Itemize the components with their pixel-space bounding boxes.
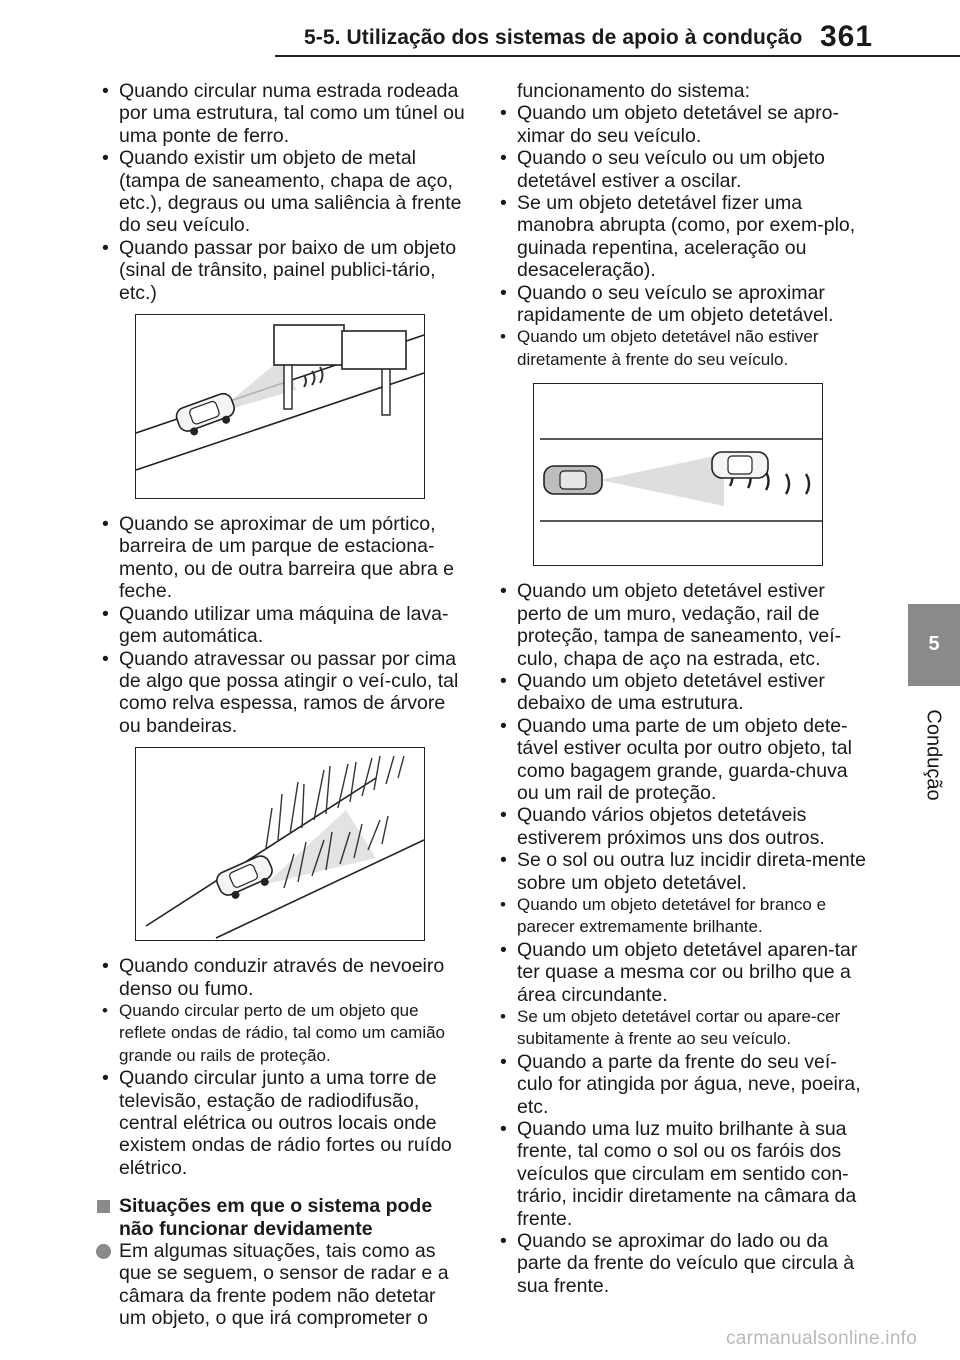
circle-bullet-icon — [96, 1244, 111, 1259]
list-item: • Se o sol ou outra luz incidir direta-mente sobre um objeto detetável. — [494, 849, 866, 894]
chapter-number: 5 — [928, 633, 940, 655]
right-column — [494, 80, 866, 1297]
overhead-sign-drawing — [136, 315, 424, 498]
watermark: carmanualsonline.info — [726, 1328, 918, 1349]
illustration-overhead-sign — [135, 314, 425, 499]
paragraph-text: Em algumas situações, tais como as que se seguem, o sensor de radar e a câmara da frente podem não detetar um objeto, o que irá comprometer o — [119, 1240, 449, 1330]
list-item: • Quando circular junto a uma torre de televisão, estação de radiodifusão, central elétrica ou outros locais onde existem ondas de rádio fortes ou ruído elétrico. — [96, 1067, 468, 1179]
list-item: • Quando utilizar uma máquina de lava-gem automática. — [96, 603, 468, 648]
list-item: • Quando um objeto detetável for branco e parecer extremamente brilhante. — [494, 894, 866, 939]
list-item: • Se um objeto detetável fizer uma manobra abrupta (como, por exem-plo, guinada repentina, aceleração ou desaceleração). — [494, 192, 866, 282]
vegetation-drawing — [136, 748, 424, 940]
chapter-label-text: Condução — [922, 709, 945, 801]
list-item: • Quando conduzir através de nevoeiro denso ou fumo. — [96, 955, 468, 1000]
offset-vehicle-drawing — [534, 384, 822, 565]
section-title: 5-5. Utilização dos sistemas de apoio à condução — [304, 26, 803, 49]
continuation-text: funcionamento do sistema: — [517, 80, 751, 102]
list-item: • Quando passar por baixo de um objeto (sinal de trânsito, painel publici-tário, etc.) — [96, 237, 468, 304]
list-item: • Quando a parte da frente do seu veí-culo for atingida por água, neve, poeira, etc. — [494, 1051, 866, 1118]
page-number: 361 — [820, 20, 874, 53]
square-bullet-icon — [97, 1200, 110, 1213]
list-item: • Quando um objeto detetável aparen-tar ter quase a mesma cor ou brilho que a área circundante. — [494, 939, 866, 1006]
list-item: • Quando uma parte de um objeto dete-tável estiver oculta por outro objeto, tal como bagagem grande, guarda-chuva ou um rail de proteção. — [494, 715, 866, 805]
list-item: • Quando o seu veículo se aproximar rapidamente de um objeto detetável. — [494, 282, 866, 327]
list-item: • Quando um objeto detetável não estiver diretamente à frente do seu veículo. — [494, 326, 866, 371]
paragraph — [96, 1240, 468, 1330]
list-item: • Quando um objeto detetável estiver perto de um muro, vedação, rail de proteção, tampa de saneamento, veí-culo, chapa de aço na estrada, etc. — [494, 580, 866, 670]
list-item: • Quando vários objetos detetáveis estiverem próximos uns dos outros. — [494, 804, 866, 849]
list-item: • Quando circular numa estrada rodeada por uma estrutura, tal como um túnel ou uma ponte de ferro. — [96, 80, 468, 147]
bullet-list-2 — [96, 513, 468, 737]
chapter-tab — [908, 604, 960, 686]
list-item: • Quando um objeto detetável se apro-ximar do seu veículo. — [494, 102, 866, 147]
illustration-offset-vehicle — [533, 383, 823, 566]
illustration-vegetation — [135, 747, 425, 941]
bullet-list-4 — [494, 102, 866, 371]
list-item: • Quando atravessar ou passar por cima de algo que possa atingir o veí-culo, tal como relva espessa, ramos de árvore ou bandeiras. — [96, 648, 468, 738]
subheading — [96, 1195, 468, 1240]
list-item: • Quando circular perto de um objeto que reflete ondas de rádio, tal como um camião grande ou rails de proteção. — [96, 1000, 468, 1067]
list-item: • Quando se aproximar de um pórtico, barreira de um parque de estaciona-mento, ou de outra barreira que abra e feche. — [96, 513, 468, 603]
list-item: • Quando se aproximar do lado ou da parte da frente do veículo que circula à sua frente. — [494, 1230, 866, 1297]
list-item: • Quando uma luz muito brilhante à sua frente, tal como o sol ou os faróis dos veículos que circulam em sentido con-trário, incidir diretamente na câmara da frente. — [494, 1118, 866, 1230]
subheading-text: Situações em que o sistema pode não funcionar devidamente — [119, 1195, 433, 1240]
bullet-list-1 — [96, 80, 468, 304]
left-column — [96, 80, 468, 1330]
bullet-list-3 — [96, 955, 468, 1179]
list-item: • Quando o seu veículo ou um objeto detetável estiver a oscilar. — [494, 147, 866, 192]
list-item: • Se um objeto detetável cortar ou apare-cer subitamente à frente ao seu veículo. — [494, 1006, 866, 1051]
chapter-label — [912, 700, 954, 810]
bullet-list-5 — [494, 580, 866, 1297]
header-rule — [275, 55, 960, 57]
list-item: • Quando um objeto detetável estiver debaixo de uma estrutura. — [494, 670, 866, 715]
list-item: • Quando existir um objeto de metal (tampa de saneamento, chapa de aço, etc.), degraus ou uma saliência à frente do seu veículo. — [96, 147, 468, 237]
